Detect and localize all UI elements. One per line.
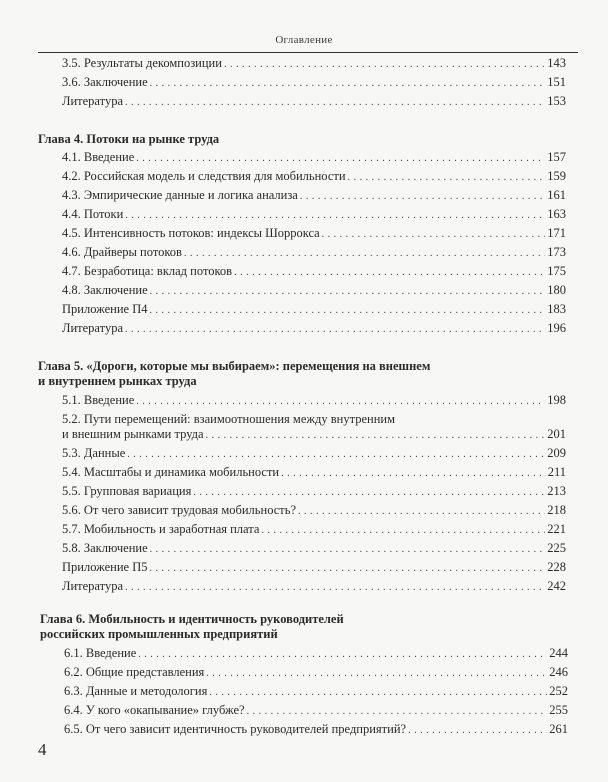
toc-entry-5-2-line1[interactable]: 5.2. Пути перемещений: взаимоотношения между внутренним	[62, 412, 395, 426]
toc-entry-label: Литература	[62, 579, 123, 593]
toc-entry-label: Литература	[62, 94, 123, 108]
toc-page-number: 221	[547, 522, 566, 536]
toc-entry-label: 4.5. Интенсивность потоков: индексы Шорроксa	[62, 226, 320, 240]
toc-entry-3-5[interactable]	[62, 56, 566, 72]
toc-entry-label: 4.6. Драйверы потоков	[62, 245, 182, 259]
toc-entry-6-2[interactable]	[64, 665, 568, 681]
toc-page-number: 244	[549, 646, 568, 660]
toc-entry-label: 5.3. Данные	[62, 446, 126, 460]
toc-entry-appendix-p4[interactable]	[62, 302, 566, 318]
toc-entry-appendix-p5[interactable]	[62, 560, 566, 576]
toc-entry-label: 6.3. Данные и методология	[64, 684, 208, 698]
toc-entry-5-3[interactable]	[62, 446, 566, 462]
toc-entry-6-1[interactable]	[64, 646, 568, 662]
chapter-5-title-line1[interactable]: Глава 5. «Дороги, которые мы выбираем»: перемещения на внешнем	[38, 359, 431, 373]
toc-page-number: 198	[547, 393, 566, 407]
leader-dots	[136, 394, 545, 409]
toc-page-number: 183	[547, 302, 566, 316]
header-rule	[38, 52, 578, 53]
toc-page-number: 201	[547, 427, 566, 441]
leader-dots	[300, 189, 545, 204]
toc-page-number: 246	[549, 665, 568, 679]
toc-entry-3-6[interactable]	[62, 75, 566, 91]
toc-entry-4-8[interactable]	[62, 283, 566, 299]
toc-page-number: 242	[547, 579, 566, 593]
toc-entry-4-5[interactable]	[62, 226, 566, 242]
leader-dots	[408, 723, 547, 738]
toc-entry-label: 4.3. Эмпирические данные и логика анализа	[62, 188, 298, 202]
toc-page-number: 261	[549, 722, 568, 736]
toc-entry-4-6[interactable]	[62, 245, 566, 261]
toc-page-number: 153	[547, 94, 566, 108]
leader-dots	[234, 265, 545, 280]
toc-page-number: 255	[549, 703, 568, 717]
toc-page-number: 143	[547, 56, 566, 70]
toc-page-number: 163	[547, 207, 566, 221]
toc-entry-literature-4[interactable]	[62, 321, 566, 337]
leader-dots	[125, 322, 545, 337]
toc-entry-5-2[interactable]	[62, 427, 566, 443]
leader-dots	[138, 647, 547, 662]
toc-page-number: 213	[547, 484, 566, 498]
toc-entry-label: 4.4. Потоки	[62, 207, 124, 221]
toc-page-number: 211	[547, 465, 566, 479]
toc-entry-label: 4.2. Российская модель и следствия для мобильности	[62, 169, 346, 183]
toc-entry-label: 4.7. Безработица: вклад потоков	[62, 264, 233, 278]
leader-dots	[125, 208, 545, 223]
leader-dots	[150, 284, 546, 299]
leader-dots	[136, 151, 545, 166]
toc-page-number: 151	[547, 75, 566, 89]
toc-page-number: 171	[547, 226, 566, 240]
toc-entry-label: 6.2. Общие представления	[64, 665, 205, 679]
chapter-6-title-line2[interactable]: российских промышленных предприятий	[40, 627, 278, 641]
toc-page-number: 209	[547, 446, 566, 460]
leader-dots	[125, 580, 545, 595]
toc-entry-4-1[interactable]	[62, 150, 566, 166]
toc-entry-4-2[interactable]	[62, 169, 566, 185]
leader-dots	[150, 303, 546, 318]
toc-entry-5-1[interactable]	[62, 393, 566, 409]
toc-entry-6-3[interactable]	[64, 684, 568, 700]
toc-entry-6-5[interactable]	[64, 722, 568, 738]
toc-page-number: 157	[547, 150, 566, 164]
leader-dots	[206, 428, 546, 443]
page-number: 4	[38, 740, 47, 759]
toc-entry-label: 6.5. От чего зависит идентичность руководителей предприятий?	[64, 722, 407, 736]
toc-entry-label: 4.8. Заключение	[62, 283, 148, 297]
leader-dots	[150, 561, 546, 576]
toc-entry-label: 6.4. У кого «окапывание» глубже?	[64, 703, 245, 717]
leader-dots	[125, 95, 545, 110]
leader-dots	[322, 227, 546, 242]
toc-entry-label: Приложение П5	[62, 560, 148, 574]
toc-page-number: 225	[547, 541, 566, 555]
toc-entry-label: 5.7. Мобильность и заработная плата	[62, 522, 260, 536]
toc-entry-5-5[interactable]	[62, 484, 566, 500]
toc-entry-5-6[interactable]	[62, 503, 566, 519]
chapter-4-title[interactable]: Глава 4. Потоки на рынке труда	[38, 132, 220, 146]
leader-dots	[298, 504, 545, 519]
toc-page-number: 196	[547, 321, 566, 335]
chapter-5-title-line2[interactable]: и внутреннем рынках труда	[38, 374, 197, 388]
toc-entry-label: 5.5. Групповая вариация	[62, 484, 192, 498]
toc-entry-4-7[interactable]	[62, 264, 566, 280]
leader-dots	[348, 170, 546, 185]
toc-entry-4-3[interactable]	[62, 188, 566, 204]
leader-dots	[209, 685, 547, 700]
toc-entry-label: и внешним рынками труда	[62, 427, 204, 441]
toc-entry-6-4[interactable]	[64, 703, 568, 719]
leader-dots	[247, 704, 548, 719]
toc-page-number: 228	[547, 560, 566, 574]
toc-page-number: 173	[547, 245, 566, 259]
toc-entry-literature-5[interactable]	[62, 579, 566, 595]
toc-entry-label: 4.1. Введение	[62, 150, 135, 164]
toc-entry-label: 3.5. Результаты декомпозиции	[62, 56, 222, 70]
toc-page-number: 161	[547, 188, 566, 202]
toc-entry-label: 5.4. Масштабы и динамика мобильности	[62, 465, 280, 479]
chapter-6-title-line1[interactable]: Глава 6. Мобильность и идентичность руководителей	[40, 612, 344, 626]
toc-entry-label: 3.6. Заключение	[62, 75, 148, 89]
toc-entry-5-7[interactable]	[62, 522, 566, 538]
toc-page-number: 218	[547, 503, 566, 517]
toc-entry-label: 5.1. Введение	[62, 393, 135, 407]
toc-page-number: 159	[547, 169, 566, 183]
toc-entry-label: 5.6. От чего зависит трудовая мобильность?	[62, 503, 297, 517]
toc-page-number: 180	[547, 283, 566, 297]
toc-entry-literature-3[interactable]	[62, 94, 566, 110]
leader-dots	[281, 466, 546, 481]
leader-dots	[261, 523, 545, 538]
leader-dots	[224, 57, 545, 72]
toc-entry-5-8[interactable]	[62, 541, 566, 557]
leader-dots	[193, 485, 545, 500]
toc-entry-label: Литература	[62, 321, 123, 335]
leader-dots	[150, 76, 546, 91]
leader-dots	[184, 246, 545, 261]
leader-dots	[150, 542, 546, 557]
toc-entry-label: 6.1. Введение	[64, 646, 137, 660]
toc-entry-5-4[interactable]	[62, 465, 566, 481]
toc-entry-label: Приложение П4	[62, 302, 148, 316]
toc-page-number: 175	[547, 264, 566, 278]
leader-dots	[127, 447, 545, 462]
toc-page-number: 252	[549, 684, 568, 698]
toc-entry-label: 5.8. Заключение	[62, 541, 148, 555]
toc-entry-4-4[interactable]	[62, 207, 566, 223]
leader-dots	[206, 666, 547, 681]
running-head: Оглавление	[275, 34, 333, 46]
